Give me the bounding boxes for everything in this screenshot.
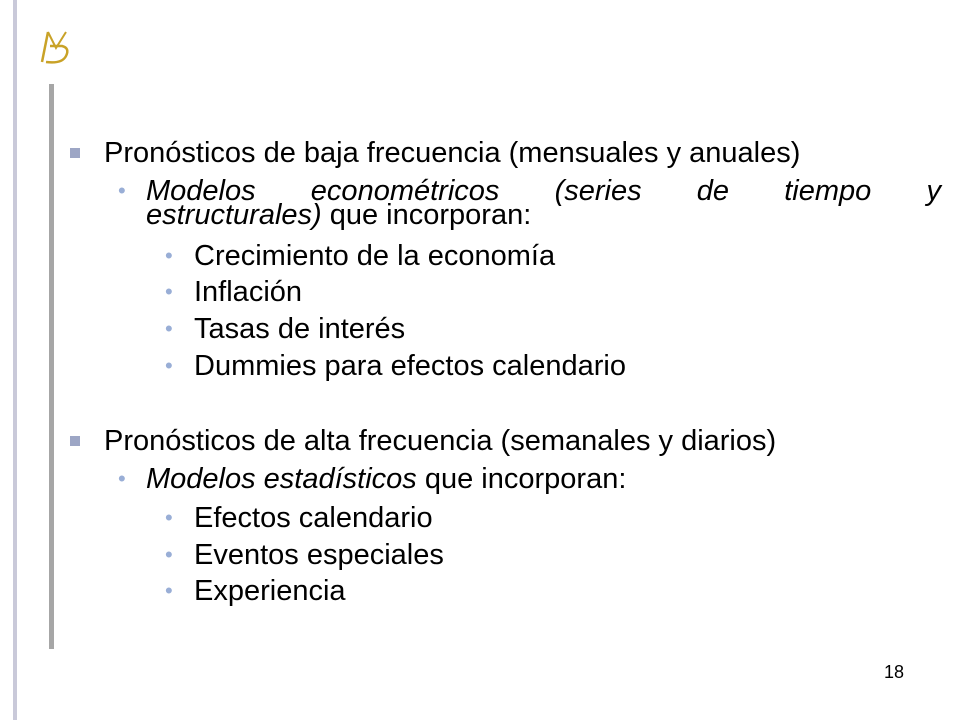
left-edge-bar — [13, 0, 17, 720]
bullet-dot-icon: • — [165, 578, 173, 603]
list-item: Efectos calendario — [194, 502, 433, 534]
accent-bar — [49, 84, 54, 649]
list-item: Dummies para efectos calendario — [194, 350, 626, 382]
list-item: Inflación — [194, 276, 303, 308]
bullet-dot-icon: • — [165, 542, 173, 567]
list-item: Eventos especiales — [194, 539, 444, 571]
section-heading: Pronósticos de baja frecuencia (mensuales y anuales) — [104, 137, 801, 169]
subheading-italic: estructurales) — [146, 199, 322, 231]
subheading-rest: que incorporan: — [321, 199, 532, 231]
list-item: Crecimiento de la economía — [194, 240, 556, 272]
list-item: Tasas de interés — [194, 313, 406, 345]
list-item: Experiencia — [194, 575, 346, 607]
page-number: 18 — [884, 662, 905, 682]
bullet-dot-icon: • — [165, 279, 173, 304]
subheading-italic: Modelos estadísticos — [146, 463, 417, 495]
logo-icon — [36, 28, 72, 66]
subheading-rest: que incorporan: — [416, 463, 627, 495]
subheading-line1: Modelos econométricos (series de tiempo y — [146, 175, 941, 207]
square-bullet-icon — [70, 436, 80, 446]
subheading-line2 — [146, 198, 531, 232]
square-bullet-icon — [70, 148, 80, 158]
bullet-dot-icon: • — [165, 243, 173, 268]
bullet-dot-icon: • — [165, 505, 173, 530]
bullet-dot-icon: • — [165, 316, 173, 341]
bullet-dot-icon: • — [118, 178, 126, 203]
bullet-dot-icon: • — [165, 353, 173, 378]
subheading — [146, 462, 626, 496]
bullet-dot-icon: • — [118, 466, 126, 491]
section-heading: Pronósticos de alta frecuencia (semanales y diarios) — [104, 425, 777, 457]
